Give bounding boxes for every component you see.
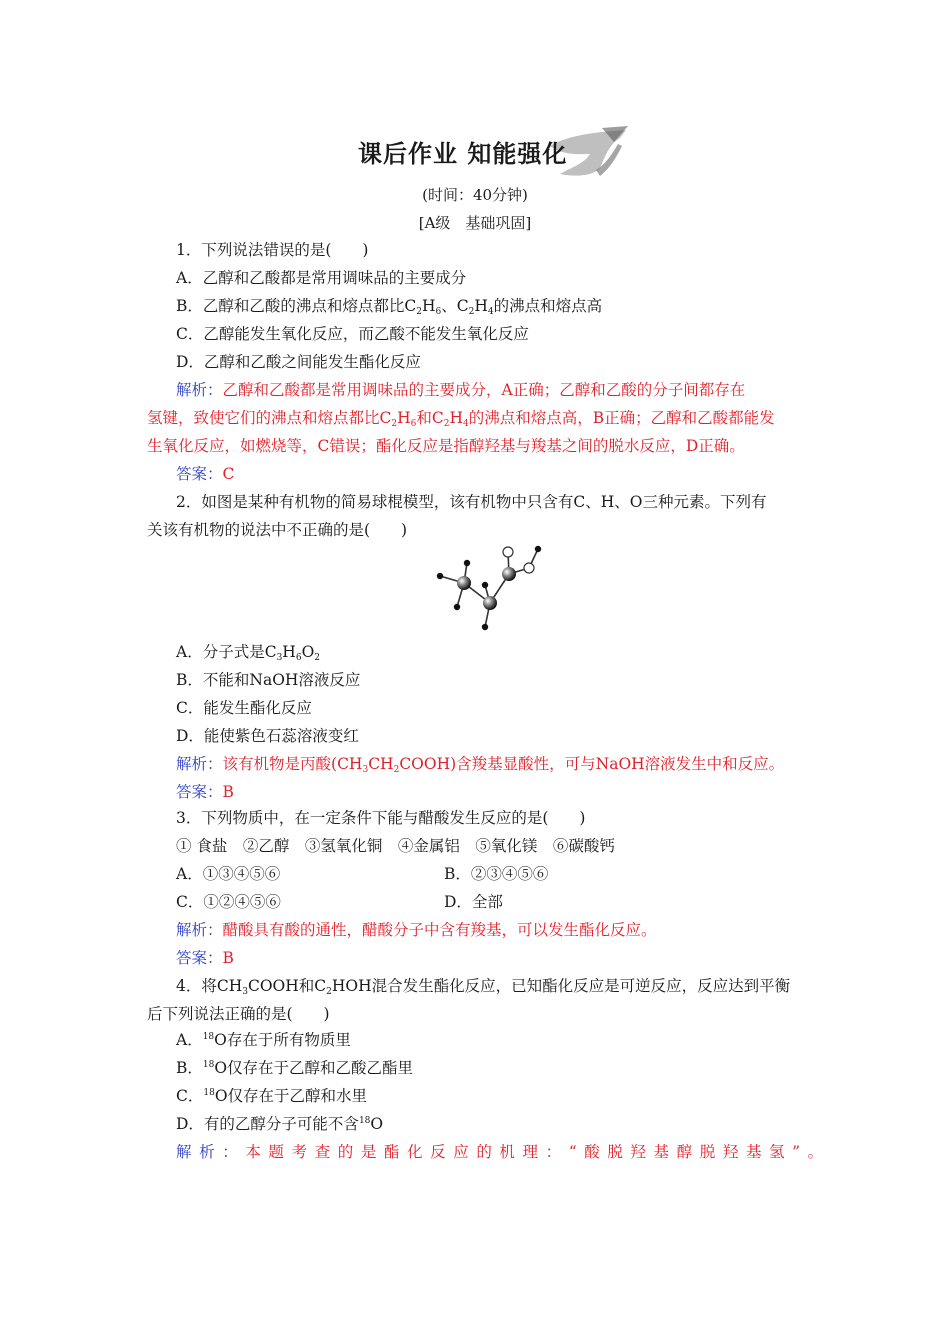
q3-option-a: A．①③④⑤⑥ xyxy=(176,865,281,883)
q2-option-d: D．能使紫色石蕊溶液变红 xyxy=(176,727,359,745)
q1-option-a: A．乙醇和乙酸都是常用调味品的主要成分 xyxy=(176,269,467,287)
q3-items: ① 食盐 ②乙醇 ③氢氧化铜 ④金属铝 ⑤氧化镁 ⑥碳酸钙 xyxy=(176,837,615,855)
q4-analysis: 解析：本题考查的是酯化反应的机理：“酸脱羟基醇脱羟基氢”。 xyxy=(176,1143,831,1161)
q1-option-c: C．乙醇能发生氧化反应，而乙酸不能发生氧化反应 xyxy=(176,325,529,343)
q4-option-a: A．$^{18}$O存在于所有物质里 xyxy=(176,1031,351,1049)
q1-option-b: B．乙醇和乙酸的沸点和熔点都比$C_2H_6$、$C_2H_4$的沸点和熔点高 xyxy=(176,297,603,317)
q1-analysis-line1: 解析：乙醇和乙酸都是常用调味品的主要成分，A正确；乙醇和乙酸的分子间都存在 xyxy=(176,381,746,399)
q3-option-d: D．全部 xyxy=(444,893,503,911)
q2-answer: 答案：B xyxy=(176,783,234,801)
q2-option-b: B．不能和NaOH溶液反应 xyxy=(176,671,361,689)
page-title: 课后作业 知能强化 xyxy=(358,140,568,168)
q4-stem-line2: 后下列说法正确的是( ) xyxy=(147,1005,330,1023)
q1-analysis-line2: 氢键，致使它们的沸点和熔点都比$C_2H_6$和$C_2H_4$的沸点和熔点高，B正确；乙醇和乙酸都能发 xyxy=(147,409,775,429)
q3-option-b: B．②③④⑤⑥ xyxy=(444,865,549,883)
q4-option-b: B．$^{18}$O仅存在于乙醇和乙酸乙酯里 xyxy=(176,1059,414,1077)
q3-option-c: C．①②④⑤⑥ xyxy=(176,893,281,911)
q3-answer: 答案：B xyxy=(176,949,234,967)
q2-analysis: 解析：该有机物是丙酸$(CH_3CH_2COOH)$含羧基显酸性，可与NaOH溶液发生中和反应。 xyxy=(176,755,785,775)
ball-stick-model xyxy=(430,540,560,640)
q1-answer: 答案：C xyxy=(176,465,235,483)
q4-option-c: C．$^{18}$O仅存在于乙醇和水里 xyxy=(176,1087,368,1105)
q1-option-d: D．乙醇和乙酸之间能发生酯化反应 xyxy=(176,353,421,371)
q3-stem: 3．下列物质中，在一定条件下能与醋酸发生反应的是( ) xyxy=(176,809,586,827)
q4-stem-line1: 4．将$CH_3COOH$和$C_2HOH$混合发生酯化反应，已知酯化反应是可逆反应，反应达到平衡 xyxy=(176,977,791,997)
q4-option-d: D．有的乙醇分子可能不含$^{18}$O xyxy=(176,1115,384,1133)
q2-option-c: C．能发生酯化反应 xyxy=(176,699,312,717)
section-level: [A级 基础巩固] xyxy=(418,214,532,232)
q1-analysis-line3: 生氧化反应，如燃烧等，C错误；酯化反应是指醇羟基与羧基之间的脱水反应，D正确。 xyxy=(147,437,745,455)
time-limit: (时间：40分钟) xyxy=(422,186,528,204)
q2-stem-line1: 2．如图是某种有机物的简易球棍模型，该有机物中只含有C、H、O三种元素。下列有 xyxy=(176,493,767,511)
q3-analysis: 解析：醋酸具有酸的通性，醋酸分子中含有羧基，可以发生酯化反应。 xyxy=(176,921,657,939)
q2-stem-line2: 关该有机物的说法中不正确的是( ) xyxy=(147,521,408,539)
q2-option-a: A．分子式是$C_3H_6O_2$ xyxy=(176,643,321,663)
q1-stem: 1．下列说法错误的是( ) xyxy=(176,241,369,259)
